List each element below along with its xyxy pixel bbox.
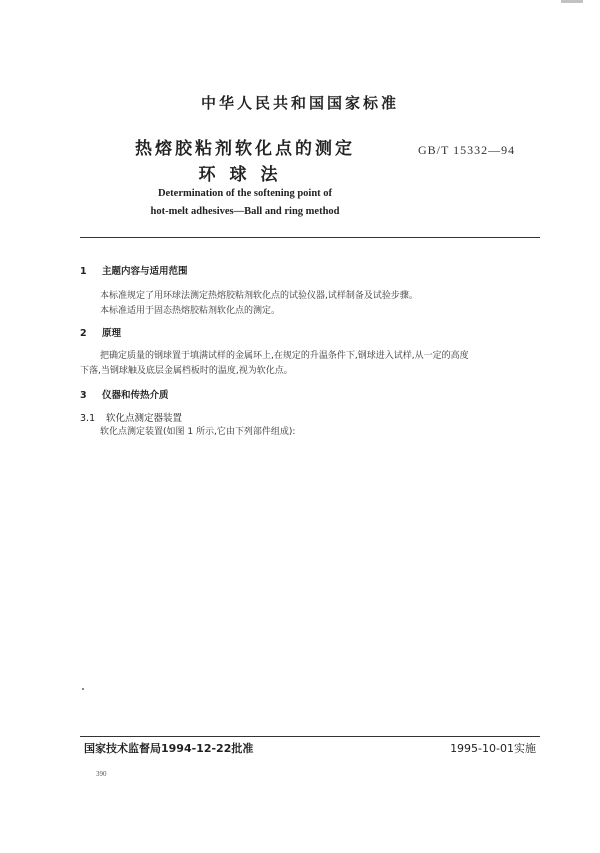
national-standard-label: 中华人民共和国国家标准 xyxy=(200,94,399,112)
implementation-date: 1995-10-01实施 xyxy=(450,742,536,755)
section-3-1-heading: 3.1 软化点测定器装置 xyxy=(80,413,183,424)
section-3-1-paragraph: 软化点测定装置(如图 1 所示,它由下列部件组成): xyxy=(100,427,296,437)
document-title-cn: 热熔胶粘剂软化点的测定 xyxy=(135,139,355,159)
header-divider xyxy=(80,237,540,238)
approval-date: 国家技术监督局1994-12-22批准 xyxy=(84,742,254,755)
document-title-en-line2: hot-melt adhesives—Ball and ring method xyxy=(150,206,340,217)
section-2-heading: 2 原理 xyxy=(80,328,122,339)
footer-divider xyxy=(80,736,540,737)
section-2-paragraph-line-1: 把确定质量的钢球置于填满试样的金属环上,在规定的升温条件下,钢球进入试样,从一定的高度 xyxy=(100,351,469,361)
scan-speck xyxy=(82,688,84,690)
section-1-heading: 1 主题内容与适用范围 xyxy=(80,266,188,277)
scan-artifact xyxy=(561,0,583,3)
section-2-paragraph-line-2: 下落,当钢球触及底层金属档板时的温度,视为软化点。 xyxy=(80,366,293,376)
section-3-heading: 3 仪器和传热介质 xyxy=(80,390,169,401)
section-1-paragraph-1: 本标准规定了用环球法测定热熔胶粘剂软化点的试验仪器,试样制备及试验步骤。 xyxy=(100,291,418,301)
document-subtitle-cn: 环球法 xyxy=(198,165,292,185)
document-title-en-line1: Determination of the softening point of xyxy=(157,188,333,199)
section-1-paragraph-2: 本标准适用于固态热熔胶粘剂软化点的测定。 xyxy=(100,306,281,316)
page-number: 390 xyxy=(96,770,107,778)
standard-number: GB/T 15332—94 xyxy=(418,143,516,157)
